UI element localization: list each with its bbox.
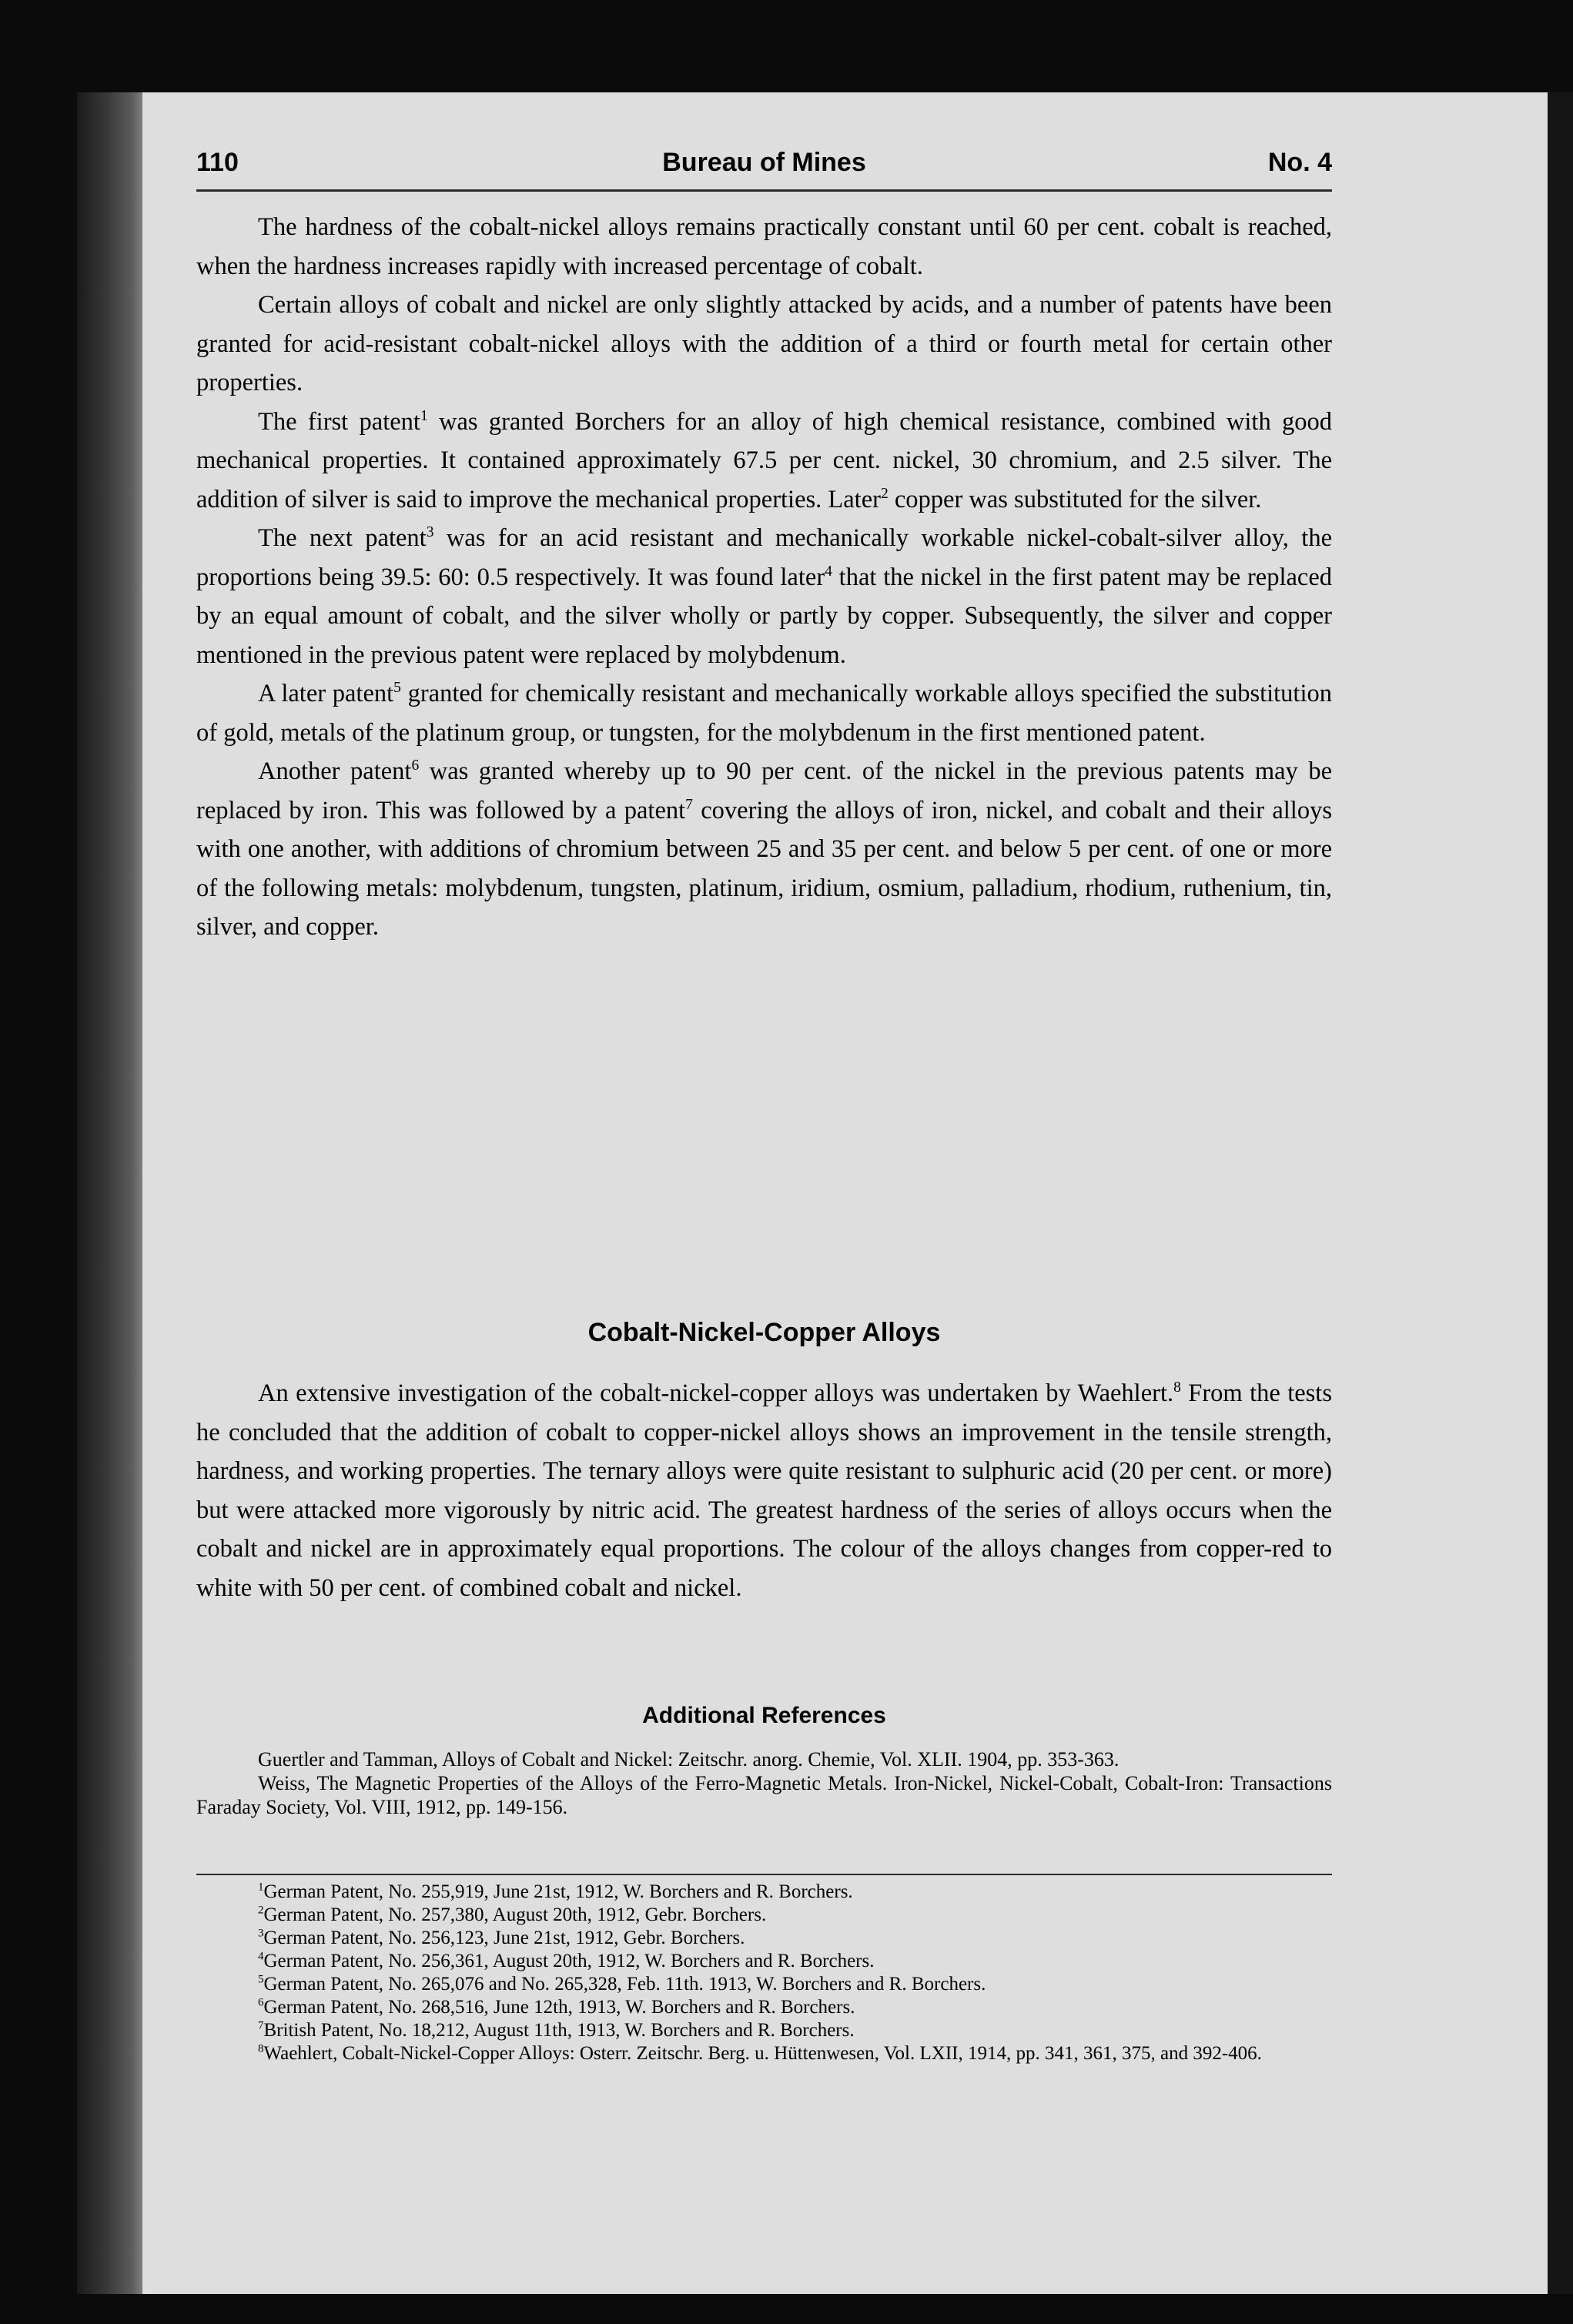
page-edge bbox=[1548, 92, 1573, 2294]
text-run: copper was substituted for the silver. bbox=[888, 485, 1262, 513]
paragraph: The hardness of the cobalt-nickel alloys remains practically constant until 60 per cent. cobalt is reached, when the hardness increases rapidly with increased percentage of cobalt. bbox=[196, 213, 1332, 280]
paragraph bbox=[196, 752, 1332, 947]
footnote bbox=[196, 1927, 1332, 1950]
page-number: 110 bbox=[196, 148, 239, 177]
body-text bbox=[196, 208, 1332, 947]
text-run: that the nickel in the first patent may be replaced by an equal amount of cobalt, and the silver wholly or partly by copper. Subsequently, the silver and copper mentioned in the previous patent were replaced by molybdenum. bbox=[196, 563, 1332, 669]
paragraph bbox=[196, 519, 1332, 674]
footnote-number: 8 bbox=[258, 2042, 264, 2055]
footnote-rule bbox=[196, 1874, 1332, 1875]
footnote-text: German Patent, No. 257,380, August 20th, 1912, Gebr. Borchers. bbox=[263, 1904, 767, 1925]
footnote-marker: 1 bbox=[420, 407, 428, 424]
footnote bbox=[196, 2019, 1332, 2042]
footnote-text: British Patent, No. 18,212, August 11th, 1913, W. Borchers and R. Borchers. bbox=[263, 2020, 855, 2041]
footnote bbox=[196, 1996, 1332, 2019]
footnote-marker: 5 bbox=[393, 680, 401, 697]
text-run: An extensive investigation of the cobalt-nickel-copper alloys was undertaken by Waehlert. bbox=[258, 1379, 1174, 1407]
footnote-text: German Patent, No. 255,919, June 21st, 1912, W. Borchers and R. Borchers. bbox=[263, 1881, 853, 1902]
text-run: The first patent bbox=[258, 407, 420, 436]
section-heading: Cobalt-Nickel-Copper Alloys bbox=[587, 1318, 941, 1347]
footnote bbox=[196, 1950, 1332, 1973]
text-run: was granted Borchers for an alloy of high chemical resistance, combined with good mechanical properties. It contained approximately 67.5 per cent. nickel, 30 chromium, and 2.5 silver. The addition of silver is said to improve the mechanical properties. Later bbox=[196, 407, 1333, 513]
paragraph bbox=[196, 403, 1332, 520]
footnote-text: German Patent, No. 256,361, August 20th, 1912, W. Borchers and R. Borchers. bbox=[263, 1951, 875, 1971]
reference-item: Weiss, The Magnetic Properties of the Alloys of the Ferro-Magnetic Metals. Iron-Nickel, Nickel-Cobalt, Cobalt-Iron: Transactions Faraday Society, Vol. VIII, 1912, pp. 149-156. bbox=[196, 1772, 1332, 1818]
text-run: was for an acid resistant and mechanically workable nickel-cobalt-silver alloy, the proportions being 39.5: 60: 0.5 respectively. It was found later bbox=[196, 524, 1332, 591]
footnote-marker: 4 bbox=[825, 563, 832, 580]
header-rule bbox=[196, 189, 1332, 192]
footnote-text: German Patent, No. 268,516, June 12th, 1913, W. Borchers and R. Borchers. bbox=[263, 1997, 855, 2018]
footnote bbox=[196, 1881, 1332, 1904]
book-binding bbox=[77, 92, 146, 2294]
text-run: A later patent bbox=[258, 680, 394, 707]
footnotes bbox=[196, 1881, 1332, 2065]
running-title: Bureau of Mines bbox=[662, 148, 866, 177]
text-run: granted for chemically resistant and mechanically workable alloys specified the substitution of gold, metals of the platinum group, or tungsten, for the molybdenum in the first mentioned patent. bbox=[196, 680, 1332, 747]
footnote-number: 6 bbox=[258, 1996, 264, 2009]
footnote-marker: 2 bbox=[880, 485, 889, 502]
text-run: Another patent bbox=[258, 757, 412, 785]
footnote-text: German Patent, No. 265,076 and No. 265,328, Feb. 11th. 1913, W. Borchers and R. Borchers. bbox=[263, 1974, 986, 1995]
footnote-marker: 6 bbox=[411, 757, 420, 774]
footnote-number: 5 bbox=[258, 1973, 264, 1986]
text-run: was granted whereby up to 90 per cent. of the nickel in the previous patents may be replaced by iron. This was followed by a patent bbox=[196, 757, 1332, 824]
running-header bbox=[196, 148, 1332, 186]
footnote-number: 2 bbox=[258, 1904, 264, 1917]
footnote bbox=[196, 1973, 1332, 1996]
bulletin-number: No. 4 bbox=[1267, 148, 1332, 177]
references-list bbox=[196, 1747, 1332, 1819]
paragraph bbox=[196, 674, 1332, 752]
footnote-number: 3 bbox=[258, 1927, 264, 1940]
footnote-number: 4 bbox=[258, 1950, 264, 1963]
paragraph: Certain alloys of cobalt and nickel are only slightly attacked by acids, and a number of patents have been granted for acid-resistant cobalt-nickel alloys with the addition of a third or fourth metal for certain other properties. bbox=[196, 291, 1332, 396]
footnote bbox=[196, 2042, 1332, 2065]
text-run: From the tests he concluded that the addition of cobalt to copper-nickel alloys shows an improvement in the tensile strength, hardness, and working properties. The ternary alloys were quite resistant to sulphuric acid (20 per cent. or more) but were attacked more vigorously by nitric acid. The greatest hardness of the series of alloys occurs when the cobalt and nickel are in approximately equal proportions. The colour of the alloys changes from copper-red to white with 50 per cent. of combined cobalt and nickel. bbox=[196, 1379, 1332, 1602]
references-heading: Additional References bbox=[642, 1703, 886, 1728]
footnote-number: 7 bbox=[258, 2019, 264, 2032]
footnote-text: Waehlert, Cobalt-Nickel-Copper Alloys: Osterr. Zeitschr. Berg. u. Hüttenwesen, Vol. LXII, 1914, pp. 341, 361, 375, and 392-406. bbox=[263, 2043, 1262, 2064]
footnote-marker: 7 bbox=[685, 796, 693, 813]
text-run: The next patent bbox=[258, 524, 427, 552]
footnote-text: German Patent, No. 256,123, June 21st, 1912, Gebr. Borchers. bbox=[263, 1928, 745, 1948]
text-run: covering the alloys of iron, nickel, and cobalt and their alloys with one another, with additions of chromium between 25 and 35 per cent. and below 5 per cent. of one or more of the following metals: molybdenum, tungsten, platinum, iridium, osmium, palladium, rhodium, ruthenium, tin, silver, and copper. bbox=[196, 796, 1332, 941]
reference-item: Guertler and Tamman, Alloys of Cobalt and Nickel: Zeitschr. anorg. Chemie, Vol. XLII. 1904, pp. 353-363. bbox=[258, 1748, 1120, 1771]
footnote bbox=[196, 1904, 1332, 1927]
footnote-marker: 8 bbox=[1173, 1379, 1181, 1396]
footnote-number: 1 bbox=[258, 1881, 264, 1894]
paragraph bbox=[196, 1374, 1332, 1607]
footnote-marker: 3 bbox=[426, 524, 434, 541]
section-body bbox=[196, 1374, 1332, 1607]
